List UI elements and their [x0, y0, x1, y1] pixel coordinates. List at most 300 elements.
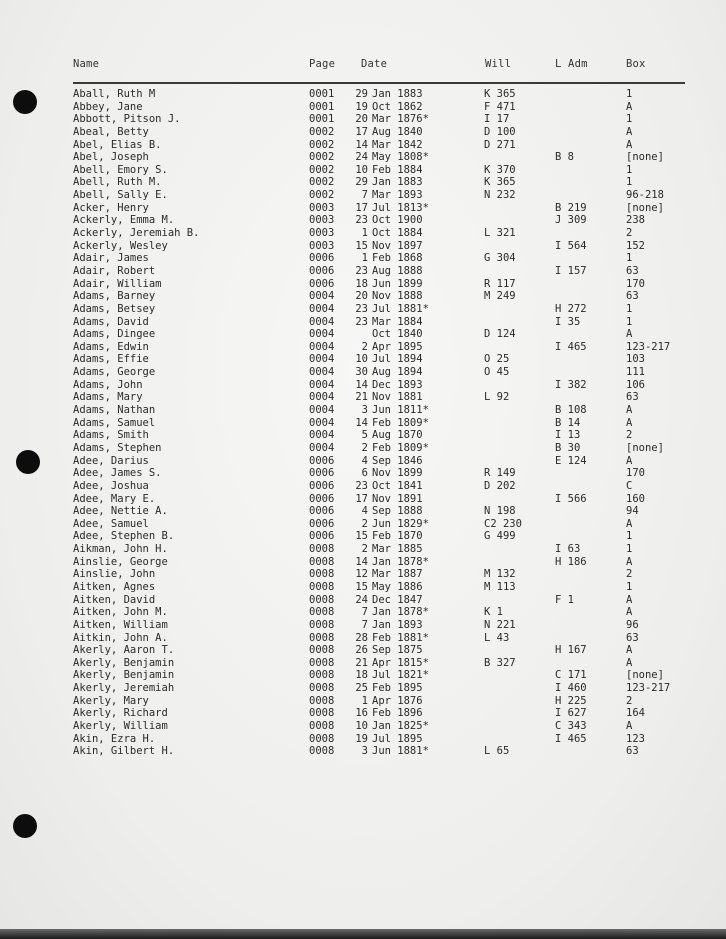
cell-name: Aikman, John H.: [73, 543, 168, 556]
cell-ladm: H 225: [555, 694, 587, 707]
cell-name: Adams, Betsey: [73, 302, 156, 315]
cell-box: 106: [626, 378, 645, 391]
cell-date: Feb 1896: [372, 707, 423, 720]
cell-will: C2 230: [484, 517, 522, 530]
table-row: [0, 404, 726, 417]
cell-day: 15: [355, 580, 368, 593]
cell-page: 0008: [309, 631, 335, 644]
cell-page: 0001: [309, 113, 335, 126]
table-row: [0, 126, 726, 139]
cell-date: Oct 1862: [372, 100, 423, 113]
table-row: [0, 480, 726, 493]
cell-name: Ackerly, Jeremiah B.: [73, 227, 200, 240]
table-row: [0, 176, 726, 189]
cell-box: A: [626, 517, 633, 530]
cell-page: 0004: [309, 378, 335, 391]
cell-page: 0008: [309, 707, 335, 720]
cell-name: Ainslie, George: [73, 555, 168, 568]
index-table: [0, 88, 726, 758]
cell-box: A: [626, 404, 633, 417]
table-row: [0, 619, 726, 632]
cell-ladm: C 171: [555, 669, 587, 682]
cell-date: Jun 1881*: [372, 745, 429, 758]
cell-box: 170: [626, 467, 645, 480]
cell-page: 0006: [309, 264, 335, 277]
cell-will: L 65: [484, 745, 510, 758]
cell-box: 1: [626, 543, 633, 556]
table-row: [0, 493, 726, 506]
cell-date: Dec 1847: [372, 593, 423, 606]
cell-date: Nov 1891: [372, 492, 423, 505]
cell-name: Aball, Ruth M: [73, 88, 156, 100]
cell-day: 30: [355, 366, 368, 379]
cell-date: Jul 1894: [372, 353, 423, 366]
cell-page: 0008: [309, 656, 335, 669]
cell-ladm: B 219: [555, 201, 587, 214]
cell-day: 17: [355, 201, 368, 214]
cell-ladm: I 566: [555, 492, 587, 505]
cell-box: A: [626, 416, 633, 429]
cell-will: K 365: [484, 88, 516, 100]
cell-name: Adams, Mary: [73, 391, 143, 404]
cell-day: 23: [355, 264, 368, 277]
cell-box: 94: [626, 505, 639, 518]
cell-day: 29: [355, 176, 368, 189]
cell-name: Aitken, John M.: [73, 606, 168, 619]
cell-page: 0004: [309, 391, 335, 404]
cell-name: Akerly, Benjamin: [73, 669, 175, 682]
cell-box: 1: [626, 113, 633, 126]
cell-name: Akerly, William: [73, 720, 168, 733]
cell-will: R 149: [484, 467, 516, 480]
cell-page: 0002: [309, 189, 335, 202]
cell-box: 63: [626, 745, 639, 758]
header-ladm: L Adm: [555, 58, 588, 70]
table-row: [0, 341, 726, 354]
cell-day: 29: [355, 88, 368, 100]
table-row: [0, 290, 726, 303]
cell-date: May 1808*: [372, 151, 429, 164]
cell-date: Sep 1888: [372, 505, 423, 518]
cell-box: 1: [626, 302, 633, 315]
cell-ladm: I 627: [555, 707, 587, 720]
binder-hole: [13, 814, 37, 838]
cell-box: 1: [626, 88, 633, 100]
cell-day: 5: [361, 429, 368, 442]
cell-box: A: [626, 328, 633, 341]
table-row: [0, 164, 726, 177]
cell-page: 0002: [309, 138, 335, 151]
cell-name: Adams, John: [73, 378, 143, 391]
cell-date: Feb 1868: [372, 252, 423, 265]
cell-day: 16: [355, 707, 368, 720]
cell-name: Akerly, Benjamin: [73, 656, 175, 669]
cell-box: 63: [626, 391, 639, 404]
cell-page: 0002: [309, 125, 335, 138]
cell-date: Nov 1897: [372, 239, 423, 252]
header-page: Page: [309, 58, 336, 70]
cell-name: Adee, Joshua: [73, 479, 149, 492]
cell-name: Adams, Nathan: [73, 404, 156, 417]
cell-day: 7: [361, 189, 368, 202]
cell-name: Adams, David: [73, 315, 149, 328]
table-row: [0, 556, 726, 569]
cell-box: 1: [626, 252, 633, 265]
cell-date: Mar 1893: [372, 189, 423, 202]
cell-date: Jan 1825*: [372, 720, 429, 733]
cell-day: 12: [355, 568, 368, 581]
cell-day: 19: [355, 100, 368, 113]
cell-page: 0006: [309, 492, 335, 505]
cell-day: 14: [355, 416, 368, 429]
cell-date: Apr 1876: [372, 694, 423, 707]
cell-date: Nov 1899: [372, 467, 423, 480]
cell-date: Jun 1899: [372, 277, 423, 290]
cell-day: 15: [355, 239, 368, 252]
cell-date: Oct 1900: [372, 214, 423, 227]
cell-page: 0004: [309, 340, 335, 353]
cell-box: [none]: [626, 441, 664, 454]
table-row: [0, 644, 726, 657]
cell-box: A: [626, 644, 633, 657]
cell-page: 0008: [309, 606, 335, 619]
cell-ladm: B 30: [555, 441, 581, 454]
cell-box: A: [626, 138, 633, 151]
table-row: [0, 303, 726, 316]
table-row: [0, 316, 726, 329]
cell-date: Nov 1881: [372, 391, 423, 404]
cell-box: A: [626, 593, 633, 606]
table-row: [0, 518, 726, 531]
cell-day: 25: [355, 682, 368, 695]
table-row: [0, 214, 726, 227]
cell-name: Akin, Gilbert H.: [73, 745, 175, 758]
cell-day: 24: [355, 593, 368, 606]
cell-page: 0006: [309, 467, 335, 480]
cell-will: K 1: [484, 606, 503, 619]
cell-name: Adams, George: [73, 366, 156, 379]
cell-page: 0003: [309, 227, 335, 240]
cell-date: Jan 1878*: [372, 555, 429, 568]
cell-day: 10: [355, 163, 368, 176]
cell-name: Abbott, Pitson J.: [73, 113, 181, 126]
cell-date: Aug 1840: [372, 125, 423, 138]
cell-box: 164: [626, 707, 645, 720]
cell-date: Jul 1821*: [372, 669, 429, 682]
cell-will: L 92: [484, 391, 510, 404]
table-row: [0, 240, 726, 253]
cell-box: 2: [626, 694, 633, 707]
cell-ladm: I 157: [555, 264, 587, 277]
cell-date: Feb 1884: [372, 163, 423, 176]
cell-date: Jan 1878*: [372, 606, 429, 619]
cell-date: Mar 1887: [372, 568, 423, 581]
table-row: [0, 429, 726, 442]
cell-name: Akin, Ezra H.: [73, 732, 156, 745]
cell-box: 96-218: [626, 189, 664, 202]
cell-name: Adee, Darius: [73, 454, 149, 467]
table-row: [0, 202, 726, 215]
cell-name: Akerly, Richard: [73, 707, 168, 720]
cell-page: 0002: [309, 176, 335, 189]
cell-name: Ackerly, Wesley: [73, 239, 168, 252]
table-row: [0, 745, 726, 758]
cell-day: 17: [355, 125, 368, 138]
cell-box: 1: [626, 530, 633, 543]
cell-day: 6: [361, 467, 368, 480]
cell-date: Dec 1893: [372, 378, 423, 391]
cell-will: D 271: [484, 138, 516, 151]
cell-day: 7: [361, 618, 368, 631]
cell-will: O 45: [484, 366, 510, 379]
cell-date: Jun 1829*: [372, 517, 429, 530]
table-row: [0, 707, 726, 720]
cell-day: 1: [361, 252, 368, 265]
cell-ladm: F 1: [555, 593, 574, 606]
table-row: [0, 265, 726, 278]
cell-box: [none]: [626, 151, 664, 164]
cell-date: Mar 1884: [372, 315, 423, 328]
cell-name: Abel, Joseph: [73, 151, 149, 164]
cell-page: 0008: [309, 669, 335, 682]
cell-box: A: [626, 606, 633, 619]
cell-page: 0001: [309, 100, 335, 113]
table-row: [0, 568, 726, 581]
cell-day: 20: [355, 290, 368, 303]
cell-date: Aug 1870: [372, 429, 423, 442]
cell-name: Abell, Ruth M.: [73, 176, 162, 189]
cell-page: 0004: [309, 366, 335, 379]
cell-page: 0004: [309, 315, 335, 328]
cell-name: Adams, Samuel: [73, 416, 156, 429]
cell-box: 123-217: [626, 340, 671, 353]
cell-day: 18: [355, 277, 368, 290]
cell-box: A: [626, 720, 633, 733]
cell-box: A: [626, 454, 633, 467]
cell-name: Aitken, Agnes: [73, 580, 156, 593]
cell-day: 14: [355, 378, 368, 391]
cell-day: 2: [361, 441, 368, 454]
table-row: [0, 581, 726, 594]
cell-name: Adair, James: [73, 252, 149, 265]
header-rule: [73, 82, 685, 84]
cell-date: Feb 1809*: [372, 416, 429, 429]
table-row: [0, 669, 726, 682]
cell-date: Jul 1813*: [372, 201, 429, 214]
cell-day: 4: [361, 505, 368, 518]
cell-date: Aug 1888: [372, 264, 423, 277]
cell-box: 111: [626, 366, 645, 379]
cell-box: 160: [626, 492, 645, 505]
cell-name: Abeal, Betty: [73, 125, 149, 138]
cell-ladm: I 63: [555, 543, 581, 556]
cell-will: N 221: [484, 618, 516, 631]
cell-name: Abel, Elias B.: [73, 138, 162, 151]
table-row: [0, 391, 726, 404]
cell-page: 0008: [309, 732, 335, 745]
table-row: [0, 139, 726, 152]
table-row: [0, 733, 726, 746]
cell-will: L 321: [484, 227, 516, 240]
cell-ladm: B 108: [555, 404, 587, 417]
table-row: [0, 543, 726, 556]
cell-ladm: H 167: [555, 644, 587, 657]
cell-day: 2: [361, 340, 368, 353]
cell-date: Feb 1895: [372, 682, 423, 695]
cell-day: 21: [355, 391, 368, 404]
cell-box: 63: [626, 290, 639, 303]
cell-page: 0008: [309, 618, 335, 631]
table-row: [0, 379, 726, 392]
cell-day: 1: [361, 227, 368, 240]
table-row: [0, 442, 726, 455]
table-row: [0, 88, 726, 101]
cell-name: Adams, Stephen: [73, 441, 162, 454]
cell-day: 2: [361, 543, 368, 556]
cell-ladm: E 124: [555, 454, 587, 467]
cell-box: A: [626, 100, 633, 113]
cell-day: 18: [355, 669, 368, 682]
cell-box: 123: [626, 732, 645, 745]
cell-day: 3: [361, 404, 368, 417]
cell-ladm: I 13: [555, 429, 581, 442]
cell-date: Feb 1881*: [372, 631, 429, 644]
cell-box: 238: [626, 214, 645, 227]
header-will: Will: [485, 58, 512, 70]
cell-box: 123-217: [626, 682, 671, 695]
cell-page: 0004: [309, 429, 335, 442]
cell-date: Sep 1875: [372, 644, 423, 657]
cell-day: 23: [355, 315, 368, 328]
cell-page: 0003: [309, 201, 335, 214]
header-date: Date: [361, 58, 388, 70]
cell-will: M 113: [484, 580, 516, 593]
cell-will: O 25: [484, 353, 510, 366]
cell-day: 3: [361, 745, 368, 758]
cell-will: K 365: [484, 176, 516, 189]
table-row: [0, 720, 726, 733]
cell-page: 0004: [309, 302, 335, 315]
cell-day: 1: [361, 694, 368, 707]
cell-ladm: H 272: [555, 302, 587, 315]
cell-page: 0006: [309, 252, 335, 265]
cell-day: 23: [355, 479, 368, 492]
table-row: [0, 695, 726, 708]
cell-box: 1: [626, 176, 633, 189]
cell-date: Jan 1883: [372, 88, 423, 100]
cell-page: 0006: [309, 505, 335, 518]
cell-date: Jan 1883: [372, 176, 423, 189]
cell-day: 2: [361, 517, 368, 530]
cell-page: 0008: [309, 543, 335, 556]
cell-day: 15: [355, 530, 368, 543]
cell-will: F 471: [484, 100, 516, 113]
cell-box: 152: [626, 239, 645, 252]
table-row: [0, 455, 726, 468]
cell-page: 0003: [309, 214, 335, 227]
cell-ladm: I 465: [555, 732, 587, 745]
cell-name: Adams, Smith: [73, 429, 149, 442]
table-row: [0, 366, 726, 379]
cell-name: Akerly, Aaron T.: [73, 644, 175, 657]
cell-date: Jun 1811*: [372, 404, 429, 417]
cell-date: Apr 1895: [372, 340, 423, 353]
header-name: Name: [73, 58, 100, 70]
cell-page: 0003: [309, 239, 335, 252]
cell-page: 0006: [309, 530, 335, 543]
cell-box: [none]: [626, 201, 664, 214]
header-box: Box: [626, 58, 646, 70]
cell-page: 0002: [309, 163, 335, 176]
table-row: [0, 682, 726, 695]
cell-date: Oct 1840: [372, 328, 423, 341]
cell-page: 0004: [309, 404, 335, 417]
cell-will: K 370: [484, 163, 516, 176]
cell-box: 1: [626, 163, 633, 176]
cell-box: 1: [626, 580, 633, 593]
cell-name: Abell, Emory S.: [73, 163, 168, 176]
table-row: [0, 594, 726, 607]
table-row: [0, 101, 726, 114]
cell-page: 0008: [309, 720, 335, 733]
cell-page: 0008: [309, 555, 335, 568]
cell-date: Apr 1815*: [372, 656, 429, 669]
table-row: [0, 252, 726, 265]
cell-box: 2: [626, 568, 633, 581]
cell-page: 0004: [309, 328, 335, 341]
cell-name: Adams, Effie: [73, 353, 149, 366]
cell-page: 0008: [309, 694, 335, 707]
cell-box: A: [626, 656, 633, 669]
cell-will: G 499: [484, 530, 516, 543]
cell-box: 96: [626, 618, 639, 631]
cell-name: Abbey, Jane: [73, 100, 143, 113]
cell-name: Akerly, Mary: [73, 694, 149, 707]
cell-box: A: [626, 125, 633, 138]
cell-day: 21: [355, 656, 368, 669]
cell-date: Mar 1876*: [372, 113, 429, 126]
cell-day: 14: [355, 555, 368, 568]
cell-day: 24: [355, 151, 368, 164]
cell-day: 4: [361, 454, 368, 467]
cell-name: Adair, Robert: [73, 264, 156, 277]
cell-page: 0004: [309, 416, 335, 429]
cell-will: D 202: [484, 479, 516, 492]
scanner-edge: [0, 929, 726, 939]
cell-box: 63: [626, 264, 639, 277]
cell-will: M 132: [484, 568, 516, 581]
cell-ladm: I 382: [555, 378, 587, 391]
cell-page: 0001: [309, 88, 335, 100]
cell-date: Oct 1884: [372, 227, 423, 240]
cell-date: May 1886: [372, 580, 423, 593]
table-row: [0, 189, 726, 202]
cell-date: Aug 1894: [372, 366, 423, 379]
cell-will: L 43: [484, 631, 510, 644]
cell-box: 170: [626, 277, 645, 290]
cell-date: Sep 1846: [372, 454, 423, 467]
cell-date: Jul 1881*: [372, 302, 429, 315]
cell-will: G 304: [484, 252, 516, 265]
cell-date: Mar 1842: [372, 138, 423, 151]
cell-date: Jan 1893: [372, 618, 423, 631]
cell-will: N 232: [484, 189, 516, 202]
cell-page: 0004: [309, 290, 335, 303]
cell-name: Adee, Samuel: [73, 517, 149, 530]
table-row: [0, 657, 726, 670]
cell-page: 0006: [309, 517, 335, 530]
table-row: [0, 632, 726, 645]
